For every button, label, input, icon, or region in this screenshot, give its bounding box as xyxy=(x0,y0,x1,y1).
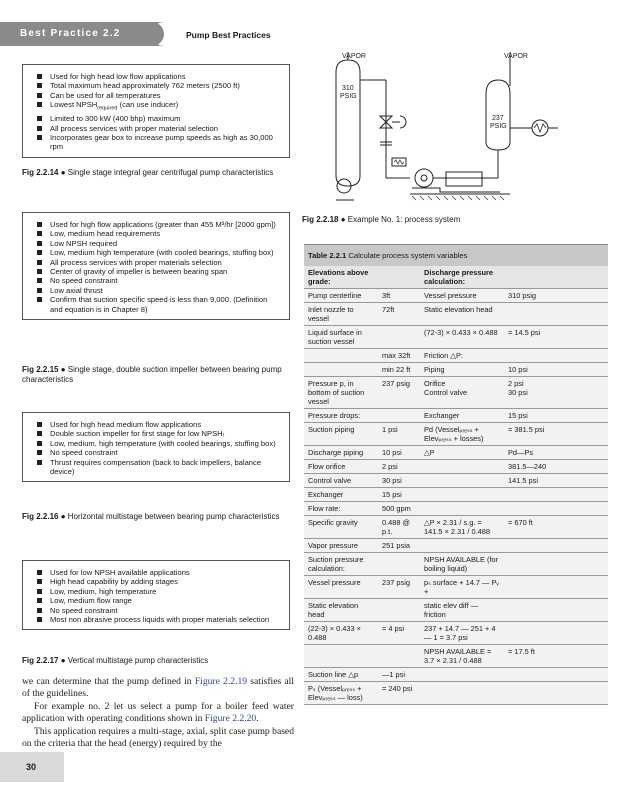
list-item: Used for low NPSH available applications xyxy=(37,568,281,577)
table-row xyxy=(304,266,608,289)
npsh-suffix: (can use inducer) xyxy=(117,100,179,110)
caption-separator: ● xyxy=(60,365,66,374)
caption-separator: ● xyxy=(340,215,346,224)
list-item: Thrust requires compensation (back to back impellers, balance device) xyxy=(37,458,281,477)
table-title-text: Calculate process system variables xyxy=(348,251,468,260)
table-cell: 1 psi xyxy=(380,423,420,446)
table-cell: Control valve xyxy=(304,474,380,488)
list-item: All process services with proper material selection xyxy=(37,124,281,133)
table-cell xyxy=(380,599,420,622)
table-cell xyxy=(304,645,380,668)
table-cell xyxy=(504,553,608,576)
table-row xyxy=(304,289,608,303)
table-cell xyxy=(304,363,380,377)
caption-label: Fig 2.2.14 xyxy=(22,168,59,177)
bullet-list xyxy=(37,568,281,624)
list-item: No speed constraint xyxy=(37,276,281,285)
table-row xyxy=(304,682,608,705)
table-cell: 381.5—240 xyxy=(504,460,608,474)
table-cell: 30 psi xyxy=(380,474,420,488)
table-row xyxy=(304,326,608,349)
table-cell xyxy=(304,349,380,363)
table-cell: Pressure drops: xyxy=(304,409,380,423)
caption-separator: ● xyxy=(60,656,66,665)
table-cell: Discharge piping xyxy=(304,446,380,460)
table-cell xyxy=(504,266,608,289)
table-cell xyxy=(380,645,420,668)
table-cell xyxy=(504,668,608,682)
table-cell: pₛ surface + 14.7 — Pᵥ + xyxy=(420,576,504,599)
table-row xyxy=(304,488,608,502)
table-cell: = 670 ft xyxy=(504,516,608,539)
table-cell: = 4 psi xyxy=(380,622,420,645)
table-cell: Liquid surface in suction vessel xyxy=(304,326,380,349)
table-cell: Vessel pressure xyxy=(304,576,380,599)
process-variables-table xyxy=(304,244,608,705)
list-item: Double suction impeller for first stage for low NPSHᵣ xyxy=(37,429,281,438)
table-cell: NPSH AVAILABLE = 3.7 × 2.31 / 0.488 xyxy=(420,645,504,668)
table-row xyxy=(304,409,608,423)
table-cell: Static elevation head xyxy=(420,303,504,326)
caption-label: Fig 2.2.15 xyxy=(22,365,59,374)
list-item: Low, medium head requirements xyxy=(37,229,281,238)
list-item xyxy=(37,100,281,114)
table-cell: Elevations above grade: xyxy=(304,266,380,289)
table-cell: 237 psig xyxy=(380,377,420,409)
caption-text: Horizontal multistage between bearing pump characteristics xyxy=(67,512,280,521)
list-item: Low, medium high temperature (with cooled bearings, stuffing box) xyxy=(37,248,281,257)
table-cell: Discharge pressure calculation: xyxy=(420,266,504,289)
table-cell: Vessel pressure xyxy=(420,289,504,303)
npsh-subscript: required xyxy=(97,105,118,112)
list-item: Most non abrasive process liquids with proper materials selection xyxy=(37,615,281,624)
caption-text: Single stage, double suction impeller between bearing pump characteristics xyxy=(22,365,282,384)
caption-text: Single stage integral gear centrifugal pump characteristics xyxy=(67,168,274,177)
table-cell: max 32ft xyxy=(380,349,420,363)
table-cell: 15 psi xyxy=(504,409,608,423)
text-run: we can determine that the pump defined in xyxy=(22,676,195,687)
table-cell: Suction pressure calculation: xyxy=(304,553,380,576)
table-row xyxy=(304,460,608,474)
table-cell xyxy=(504,682,608,705)
table-row xyxy=(304,349,608,363)
table-cell: 141.5 psi xyxy=(504,474,608,488)
figure-caption-17 xyxy=(22,656,292,666)
bullet-list xyxy=(37,72,281,152)
table-cell: Exchanger xyxy=(420,409,504,423)
table-cell xyxy=(504,599,608,622)
centrifugal-pump xyxy=(415,169,433,187)
text-run: satisfies all of the guidelines. xyxy=(22,676,295,700)
table-cell: Specific gravity xyxy=(304,516,380,539)
caption-label: Fig 2.2.17 xyxy=(22,656,59,665)
table-cell: 2 psi xyxy=(380,460,420,474)
paragraph xyxy=(22,676,294,701)
page-number-tab xyxy=(0,752,64,782)
table-cell: 3ft xyxy=(380,289,420,303)
list-item: Used for high head medium flow applications xyxy=(37,420,281,429)
table-cell xyxy=(380,326,420,349)
table-cell: 251 psia xyxy=(380,539,420,553)
list-item: High head capability by adding stages xyxy=(37,577,281,586)
table-row xyxy=(304,553,608,576)
list-item: Limited to 300 kW (400 bhp) maximum xyxy=(37,114,281,123)
table-cell: 10 psi xyxy=(504,363,608,377)
table-cell: (22-3) × 0.433 × 0.488 xyxy=(304,622,380,645)
table-cell: = 17.5 ft xyxy=(504,645,608,668)
figure-caption-15 xyxy=(22,365,292,385)
figure-link-2-2-20[interactable]: Figure 2.2.20 xyxy=(204,713,257,725)
table-cell xyxy=(504,488,608,502)
table-row xyxy=(304,502,608,516)
table-cell xyxy=(380,266,420,289)
table-cell: 237 psig xyxy=(380,576,420,599)
table-cell xyxy=(504,502,608,516)
vessel-pressure-right: 237 xyxy=(492,115,504,122)
table-cell: = 240 psi xyxy=(380,682,420,705)
table-cell xyxy=(504,303,608,326)
table-cell: △P × 2.31 / s.g. = 141.5 × 2.31 / 0.488 xyxy=(420,516,504,539)
table-cell xyxy=(420,502,504,516)
npsh-prefix: Lowest NPSH xyxy=(50,100,98,110)
table-cell: 500 gpm xyxy=(380,502,420,516)
variables-table xyxy=(304,266,608,705)
characteristics-box-1 xyxy=(22,64,290,158)
table-cell xyxy=(380,553,420,576)
table-row xyxy=(304,363,608,377)
table-cell xyxy=(420,682,504,705)
list-item: Can be used for all temperatures xyxy=(37,91,281,100)
characteristics-box-2 xyxy=(22,212,290,320)
caption-text: Example No. 1: process system xyxy=(347,215,461,224)
table-cell: static elev diff — friction xyxy=(420,599,504,622)
process-system-diagram xyxy=(300,50,610,210)
table-cell: 0.488 @ p.t. xyxy=(380,516,420,539)
list-item: Incorporates gear box to increase pump speeds as high as 30,000 rpm xyxy=(37,133,281,152)
list-item: Total maximum head approximately 762 meters (2500 ft) xyxy=(37,81,281,90)
list-item: All process services with proper materials selection xyxy=(37,258,281,267)
table-cell: = 381.5 psi xyxy=(504,423,608,446)
list-item: Low, medium flow range xyxy=(37,596,281,605)
figure-caption-14 xyxy=(22,168,292,178)
table-cell: Pd (Vesselₚᵣₑₛₛ + Elevₚᵣₑₛₛ + losses) xyxy=(420,423,504,446)
table-row xyxy=(304,377,608,409)
text-run: . xyxy=(256,713,259,725)
vapor-label-right: VAPOR xyxy=(504,53,528,60)
table-row xyxy=(304,576,608,599)
list-item: Confirm that suction specific speed is less than 9,000. (Definition and equation is in Chapter 8) xyxy=(37,295,281,314)
table-cell: Exchanger xyxy=(304,488,380,502)
body-text xyxy=(22,676,294,750)
list-item: Low axial thrust xyxy=(37,286,281,295)
table-cell: —1 psi xyxy=(380,668,420,682)
list-item: Low NPSH required xyxy=(37,239,281,248)
table-row xyxy=(304,446,608,460)
list-item: Center of gravity of impeller is between bearing span xyxy=(37,267,281,276)
table-cell: 237 + 14.7 — 251 + 4 — 1 = 3.7 psi xyxy=(420,622,504,645)
paragraph: This application requires a multi-stage, axial, split case pump based on the criteria that the head (energy) required by the xyxy=(22,725,294,750)
table-cell: = 14.5 psi xyxy=(504,326,608,349)
table-label: Table 2.2.1 xyxy=(308,251,347,260)
table-row xyxy=(304,474,608,488)
table-cell: NPSH AVAILABLE (for boiling liquid) xyxy=(420,553,504,576)
section-tab xyxy=(0,22,164,46)
table-row xyxy=(304,539,608,553)
caption-text: Vertical multistage pump characteristics xyxy=(67,656,209,665)
figure-caption-18 xyxy=(302,215,602,224)
figure-link-2-2-19[interactable]: Figure 2.2.19 xyxy=(194,676,248,687)
table-cell: Flow orifice xyxy=(304,460,380,474)
table-cell xyxy=(504,539,608,553)
list-item: No speed constraint xyxy=(37,448,281,457)
table-cell: Flow rate: xyxy=(304,502,380,516)
table-row xyxy=(304,645,608,668)
list-item: Used for high flow applications (greater than 455 M³/hr [2000 gpm]) xyxy=(37,220,281,229)
table-cell: 15 psi xyxy=(380,488,420,502)
table-cell: Friction △P: xyxy=(420,349,504,363)
caption-separator: ● xyxy=(60,512,66,521)
vapor-label-left: VAPOR xyxy=(342,53,366,60)
list-item: Low, medium, high temperature xyxy=(37,587,281,596)
table-row xyxy=(304,599,608,622)
caption-separator: ● xyxy=(60,168,66,177)
table-cell: Suction piping xyxy=(304,423,380,446)
bullet-list xyxy=(37,420,281,476)
table-cell xyxy=(420,460,504,474)
table-cell xyxy=(420,668,504,682)
table-row xyxy=(304,423,608,446)
chapter-title: Pump Best Practices xyxy=(186,30,271,40)
table-row xyxy=(304,516,608,539)
vessel-unit-right: PSIG xyxy=(490,123,507,130)
table-cell xyxy=(420,474,504,488)
characteristics-box-4 xyxy=(22,560,290,630)
section-title: Best Practice 2.2 xyxy=(20,28,121,39)
list-item: Low, medium, high temperature (with cooled bearings, stuffing box) xyxy=(37,439,281,448)
table-cell: Orifice Control valve xyxy=(420,377,504,409)
vessel-pressure-left: 310 xyxy=(342,85,354,92)
table-cell xyxy=(504,576,608,599)
table-title xyxy=(304,244,608,266)
table-cell: (72-3) × 0.433 × 0.488 xyxy=(420,326,504,349)
paragraph xyxy=(22,701,294,726)
table-cell: Suction line △p xyxy=(304,668,380,682)
table-cell: Pressure p, in bottom of suction vessel xyxy=(304,377,380,409)
table-cell xyxy=(504,349,608,363)
figure-caption-16 xyxy=(22,512,292,522)
table-cell: Static elevation head xyxy=(304,599,380,622)
bullet-list xyxy=(37,220,281,314)
table-cell: Pₛ (Vesselₚᵣₑₛₛ + Elevₚᵣₑₛₛ — loss) xyxy=(304,682,380,705)
suction-vessel xyxy=(336,60,360,186)
table-cell: Vapor pressure xyxy=(304,539,380,553)
motor xyxy=(446,172,482,186)
characteristics-box-3 xyxy=(22,412,290,482)
table-cell: 72ft xyxy=(380,303,420,326)
page-header xyxy=(0,0,626,46)
table-cell xyxy=(420,488,504,502)
caption-label: Fig 2.2.18 xyxy=(302,215,339,224)
table-cell: △P xyxy=(420,446,504,460)
table-cell: min 22 ft xyxy=(380,363,420,377)
table-cell: 310 psig xyxy=(504,289,608,303)
table-cell: Pd—Ps xyxy=(504,446,608,460)
caption-label: Fig 2.2.16 xyxy=(22,512,59,521)
table-row xyxy=(304,303,608,326)
page-number: 30 xyxy=(26,762,37,772)
vessel-unit-left: PSIG xyxy=(340,93,357,100)
table-cell xyxy=(420,539,504,553)
table-cell: Pump centerline xyxy=(304,289,380,303)
table-cell: 2 psi 30 psi xyxy=(504,377,608,409)
table-cell: 10 psi xyxy=(380,446,420,460)
list-item: Used for high head low flow applications xyxy=(37,72,281,81)
table-row xyxy=(304,622,608,645)
text-run: For example no. 2 let us select a pump for a boiler feed water application with operating conditions shown in xyxy=(22,700,294,725)
table-cell: Piping xyxy=(420,363,504,377)
table-cell: Inlet nozzle to vessel xyxy=(304,303,380,326)
table-cell xyxy=(504,622,608,645)
table-cell xyxy=(380,409,420,423)
table-body xyxy=(304,266,608,705)
table-row xyxy=(304,668,608,682)
list-item: No speed constraint xyxy=(37,606,281,615)
